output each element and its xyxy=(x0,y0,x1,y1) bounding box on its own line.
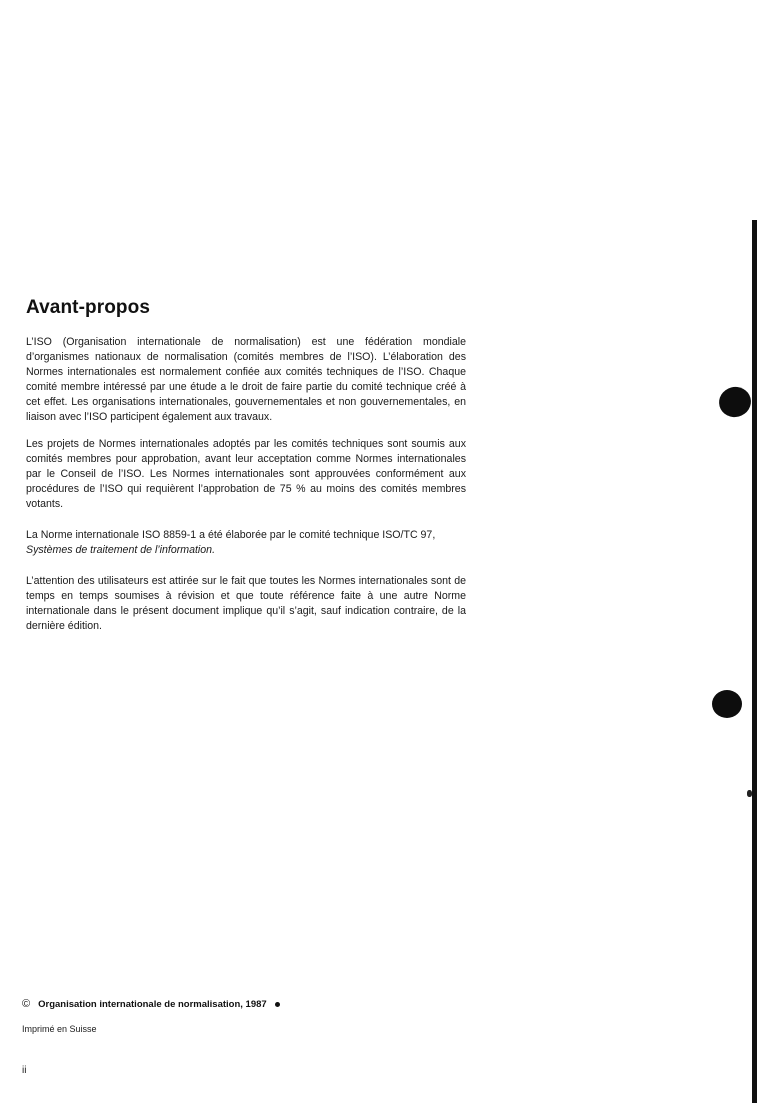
paragraph-draft-approval: Les projets de Normes internationales adoptés par les comités techniques sont soumis aux comités membres pour approbation, avant leur acceptation comme Normes internationales par le Conseil de l’ISO. Les Normes internationales sont approuvées conformément aux procédures de l’ISO qui requièrent l’approbation de 75 % au moins des comités membres votants. xyxy=(26,438,466,510)
binder-hole-top xyxy=(716,383,755,420)
copyright-line xyxy=(22,998,280,1010)
bullet-dot-icon xyxy=(275,1002,280,1007)
scan-speck xyxy=(747,790,752,797)
section-heading: Avant-propos xyxy=(26,297,150,318)
committee-title: Systèmes de traitement de l’information. xyxy=(26,544,216,556)
binder-hole-bottom xyxy=(712,690,742,718)
paragraph-standard-origin xyxy=(26,528,466,558)
standard-origin-text: La Norme internationale ISO 8859-1 a été élaborée par le comité technique ISO/TC 97, xyxy=(26,529,436,541)
copyright-text: Organisation internationale de normalisation, 1987 xyxy=(38,999,267,1010)
paragraph-iso-description: L’ISO (Organisation internationale de normalisation) est une fédération mondiale d’organismes nationaux de normalisation (comités membres de l’ISO). L’élaboration des Normes internationales est normalement confiée aux comités techniques de l’ISO. Chaque comité membre intéressé par une étude a le droit de faire partie du comité technique créé à cet effet. Les organisations internationales, gouvernementales et non gouvernementales, en liaison avec l’ISO participent également aux travaux. xyxy=(26,336,466,423)
copyright-symbol: © xyxy=(22,998,31,1010)
page-number: ii xyxy=(22,1065,27,1076)
printed-in-note: Imprimé en Suisse xyxy=(22,1024,97,1034)
scanned-page-edge xyxy=(752,220,757,1103)
paragraph-revision-notice: L’attention des utilisateurs est attirée sur le fait que toutes les Normes internationales sont de temps en temps soumises à révision et que toute référence faite à une autre Norme internationale dans le présent document implique qu’il s’agit, sauf indication contraire, de la dernière édition. xyxy=(26,575,466,632)
